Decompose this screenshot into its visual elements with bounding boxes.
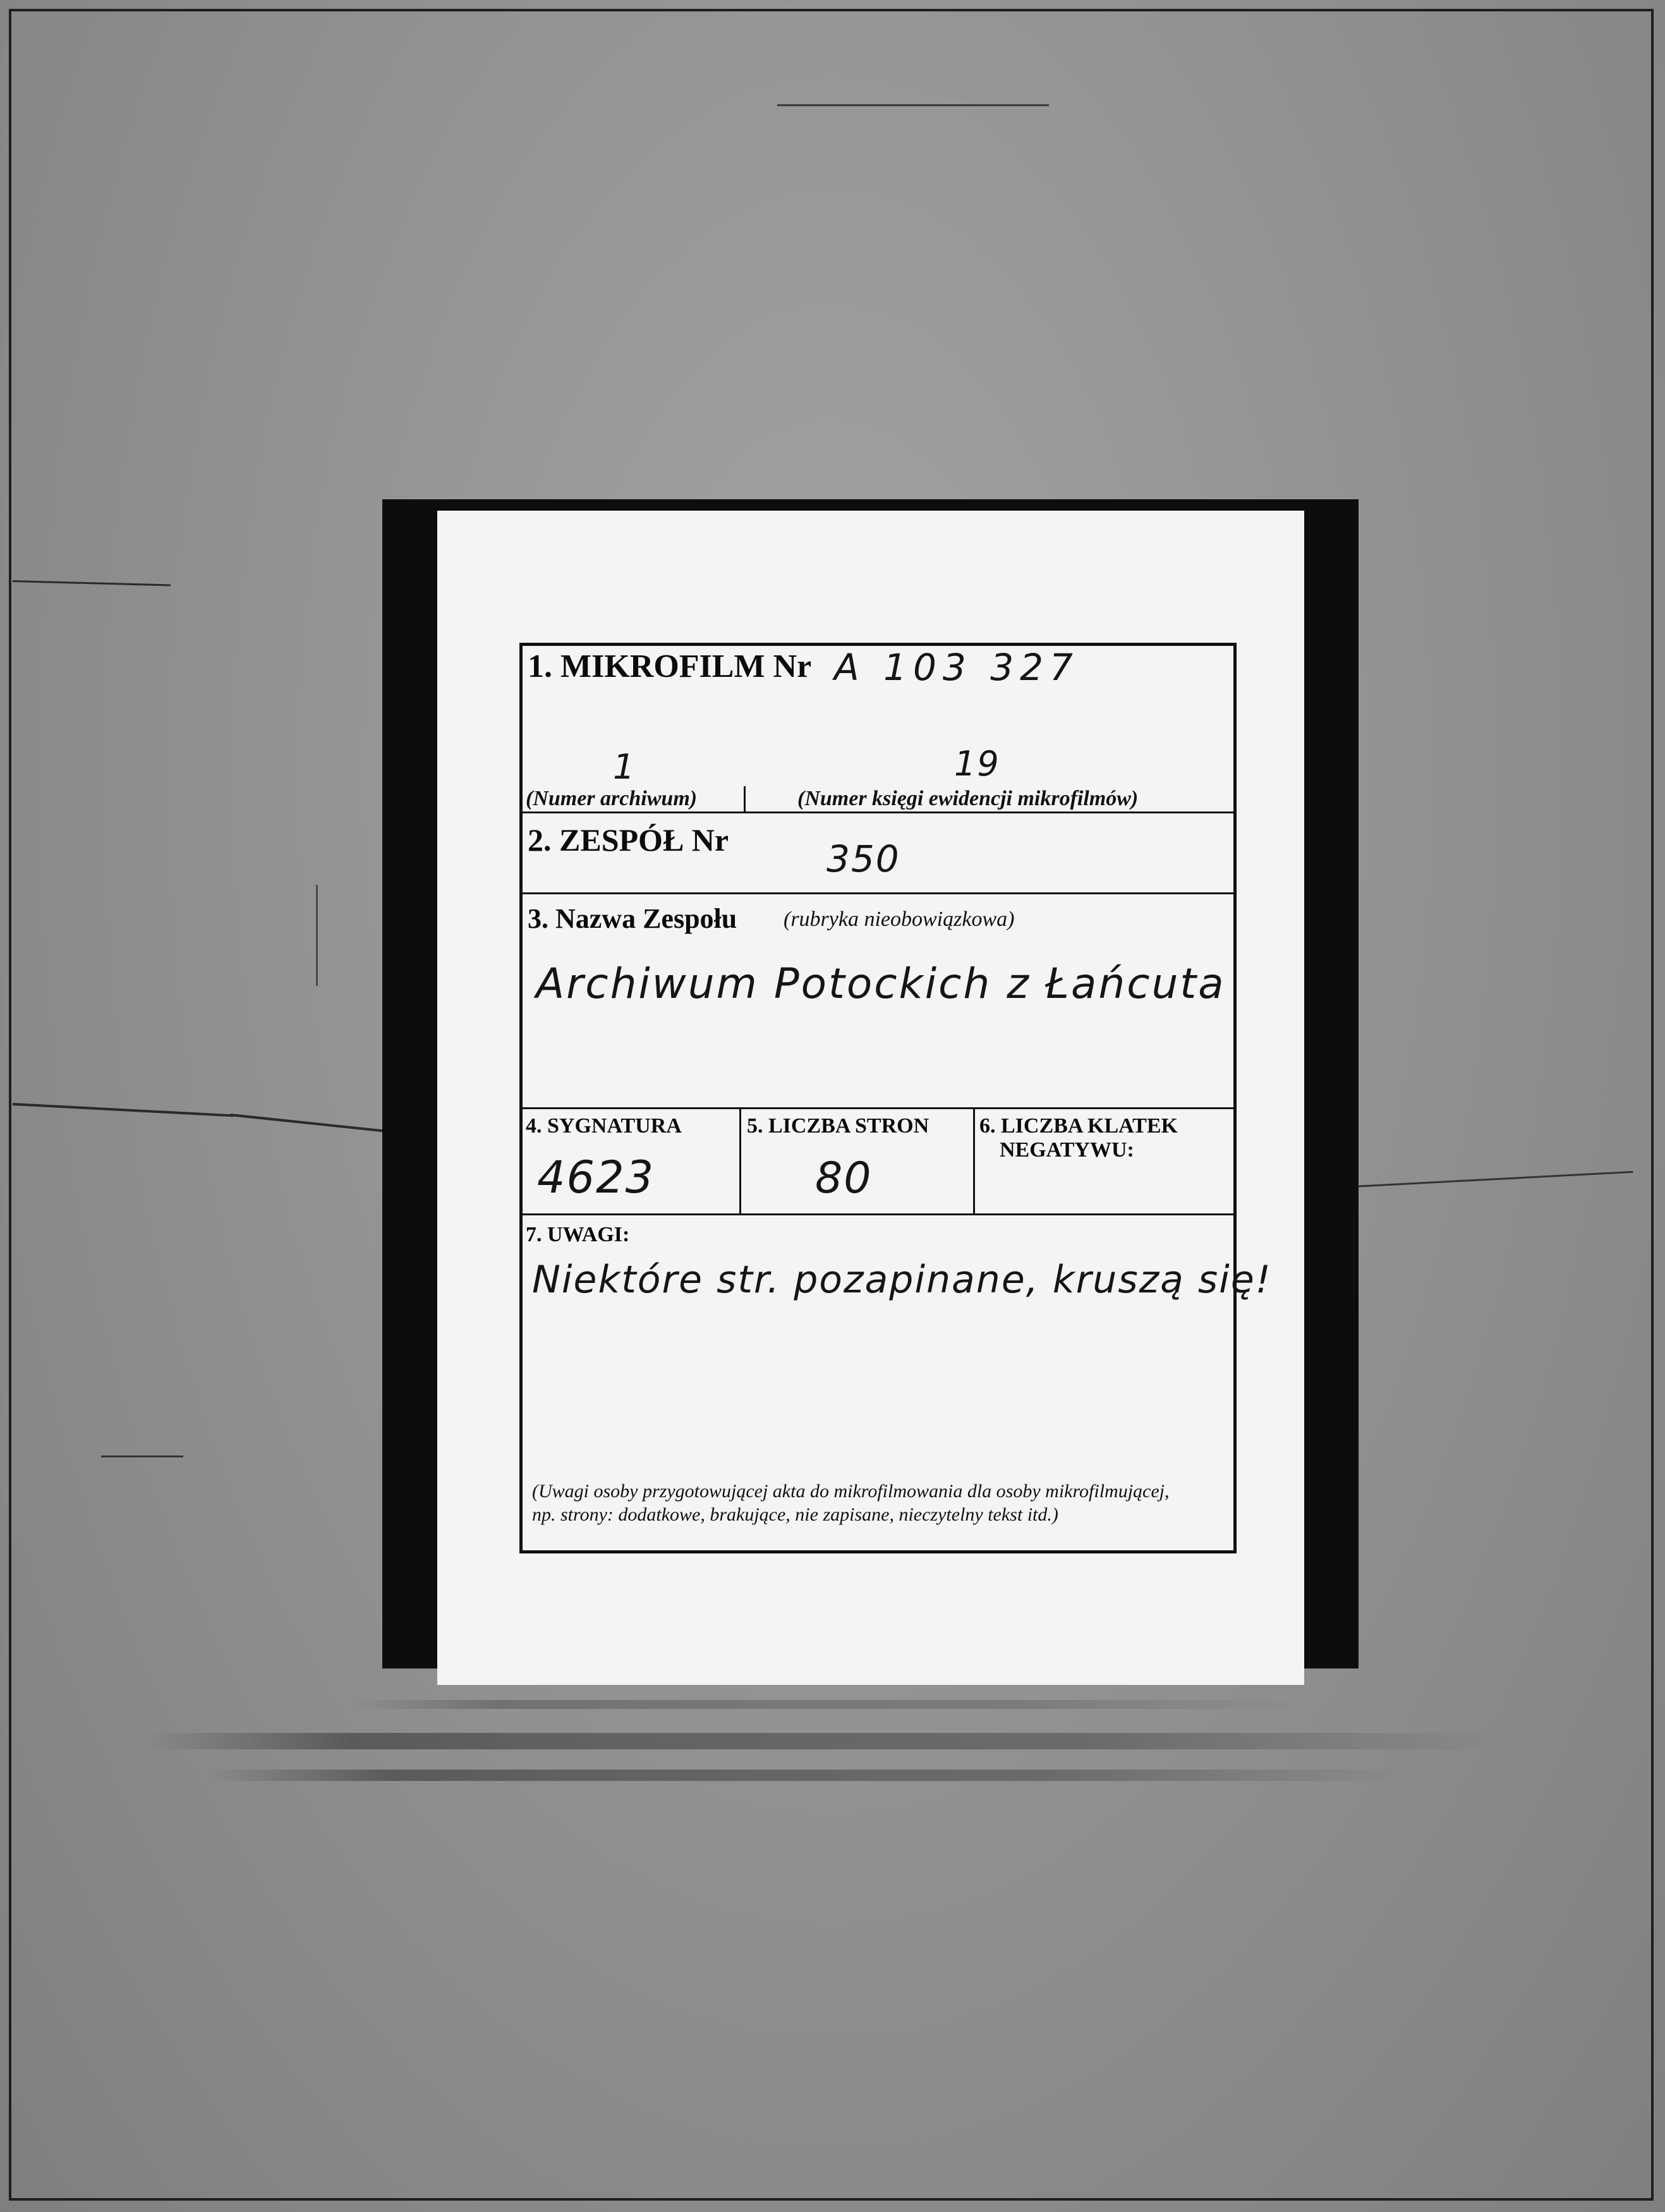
- caption-divider: [744, 786, 746, 811]
- zespol-number: 350: [826, 837, 900, 880]
- scratch-line: [777, 104, 1049, 106]
- row-divider: [523, 811, 1233, 813]
- nazwa-label: 3. Nazwa Zespołu: [528, 903, 737, 934]
- uwagi-label: 7. UWAGI:: [526, 1223, 630, 1246]
- column-divider: [973, 1107, 975, 1213]
- scratch-line: [101, 1455, 183, 1457]
- liczba-klatek-label: 6. LICZBA KLATEK: [979, 1114, 1178, 1138]
- nazwa-value: Archiwum Potockich z Łańcuta: [536, 959, 1226, 1008]
- footnote-line2: np. strony: dodatkowe, brakujące, nie zapisane, nieczytelny tekst itd.): [532, 1504, 1058, 1525]
- nazwa-note: (rubryka nieobowiązkowa): [784, 908, 1015, 931]
- row-divider: [523, 892, 1233, 894]
- streak: [354, 1700, 1302, 1709]
- sygnatura-value: 4623: [537, 1152, 655, 1203]
- liczba-stron-label: 5. LICZBA STRON: [747, 1114, 929, 1138]
- scratch-line: [316, 885, 318, 986]
- archive-number-caption: (Numer archiwum): [526, 787, 698, 810]
- mikrofilm-label: 1. MIKROFILM Nr: [528, 648, 812, 684]
- ledger-number-caption: (Numer księgi ewidencji mikrofilmów): [797, 787, 1139, 810]
- uwagi-value: Niektóre str. pozapinane, kruszą się!: [532, 1258, 1272, 1302]
- row-divider: [523, 1213, 1233, 1215]
- sygnatura-label: 4. SYGNATURA: [526, 1114, 682, 1138]
- streak: [145, 1733, 1504, 1749]
- ledger-number: 19: [954, 744, 1000, 784]
- mikrofilm-number: A 103 327: [834, 646, 1079, 689]
- liczba-stron-value: 80: [815, 1153, 873, 1203]
- zespol-label: 2. ZESPÓŁ Nr: [528, 822, 729, 858]
- streak: [209, 1770, 1409, 1781]
- row-divider: [523, 1107, 1233, 1109]
- footnote-line1: (Uwagi osoby przygotowującej akta do mikrofilmowania dla osoby mikrofilmującej,: [532, 1481, 1170, 1502]
- liczba-klatek-label-line2: NEGATYWU:: [1000, 1138, 1134, 1162]
- archive-number: 1: [613, 747, 636, 787]
- column-divider: [739, 1107, 741, 1213]
